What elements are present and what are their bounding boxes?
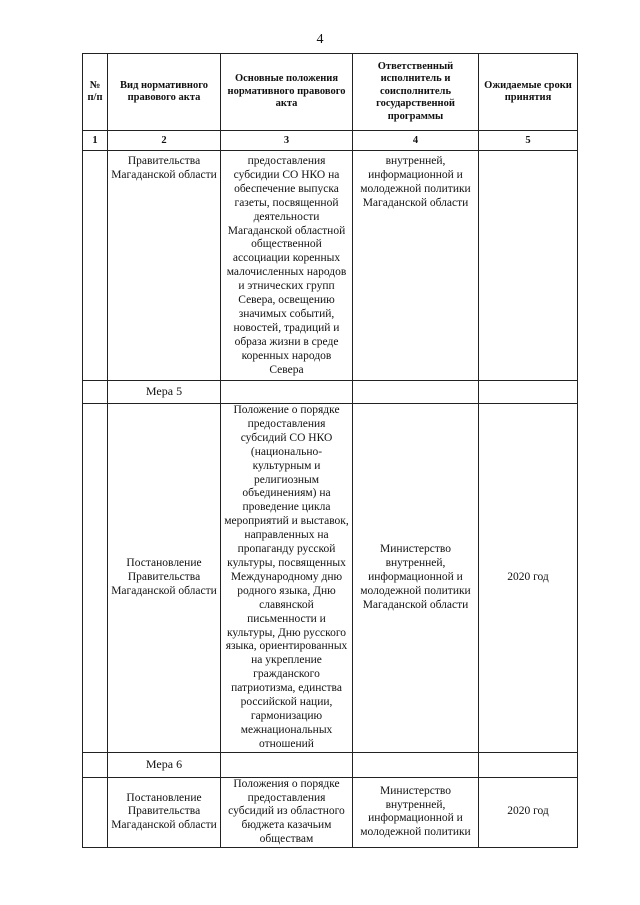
row-number-cell	[83, 777, 108, 848]
deadline-cell	[479, 151, 578, 381]
row-number-cell	[83, 381, 108, 404]
row-number-cell	[83, 752, 108, 777]
measure-label: Мера 6	[108, 752, 221, 777]
header-executor: Ответственный исполнитель и соисполнитель государственной программы	[353, 54, 479, 131]
act-type-cell: Постановление Правительства Магаданской области	[108, 404, 221, 753]
page-number: 4	[316, 32, 324, 47]
header-act-type: Вид нормативного правового акта	[108, 54, 221, 131]
provisions-cell: Положение о порядке предоставления субсидий СО НКО (национально-культурным и религиозным объединениям) на проведение цикла мероприятий и выставок, направленных на пропаганду русской культуры, посвященных Международному дню родного языка, Дню славянской письменности и культуры, Дню русского языка, ориентированных на укрепление гражданского патриотизма, единства российской нации, гармонизацию межнациональных отношений	[221, 404, 353, 753]
empty-cell	[353, 381, 479, 404]
header-deadline: Ожидаемые сроки принятия	[479, 54, 578, 131]
empty-cell	[479, 752, 578, 777]
table-header-row	[83, 54, 578, 131]
table-row	[83, 404, 578, 753]
column-number: 4	[353, 131, 479, 151]
table-row	[83, 151, 578, 381]
measure-label: Мера 5	[108, 381, 221, 404]
executor-cell: Министерство внутренней, информационной и молодежной политики	[353, 777, 479, 848]
executor-cell: внутренней, информационной и молодежной политики Магаданской области	[353, 151, 479, 381]
header-num: № п/п	[83, 54, 108, 131]
column-number: 1	[83, 131, 108, 151]
provisions-cell: Положения о порядке предоставления субсидий из областного бюджета казачьим обществам	[221, 777, 353, 848]
header-provisions: Основные положения нормативного правового акта	[221, 54, 353, 131]
empty-cell	[479, 381, 578, 404]
empty-cell	[221, 381, 353, 404]
act-type-cell: Правительства Магаданской области	[108, 151, 221, 381]
column-number: 5	[479, 131, 578, 151]
deadline-cell: 2020 год	[479, 404, 578, 753]
row-number-cell	[83, 151, 108, 381]
act-type-cell: Постановление Правительства Магаданской области	[108, 777, 221, 848]
row-number-cell	[83, 404, 108, 753]
empty-cell	[221, 752, 353, 777]
executor-cell: Министерство внутренней, информационной и молодежной политики Магаданской области	[353, 404, 479, 753]
table-row	[83, 777, 578, 848]
column-number-row	[83, 131, 578, 151]
empty-cell	[353, 752, 479, 777]
provisions-cell: предоставления субсидии СО НКО на обеспечение выпуска газеты, посвященной деятельности Магаданской областной общественной ассоциации коренных малочисленных народов и этнических групп Севера, освещению значимых событий, новостей, традиций и образа жизни в среде коренных народов Севера	[221, 151, 353, 381]
measure-row	[83, 381, 578, 404]
column-number: 3	[221, 131, 353, 151]
measure-row	[83, 752, 578, 777]
column-number: 2	[108, 131, 221, 151]
deadline-cell: 2020 год	[479, 777, 578, 848]
legal-acts-table	[82, 53, 578, 848]
